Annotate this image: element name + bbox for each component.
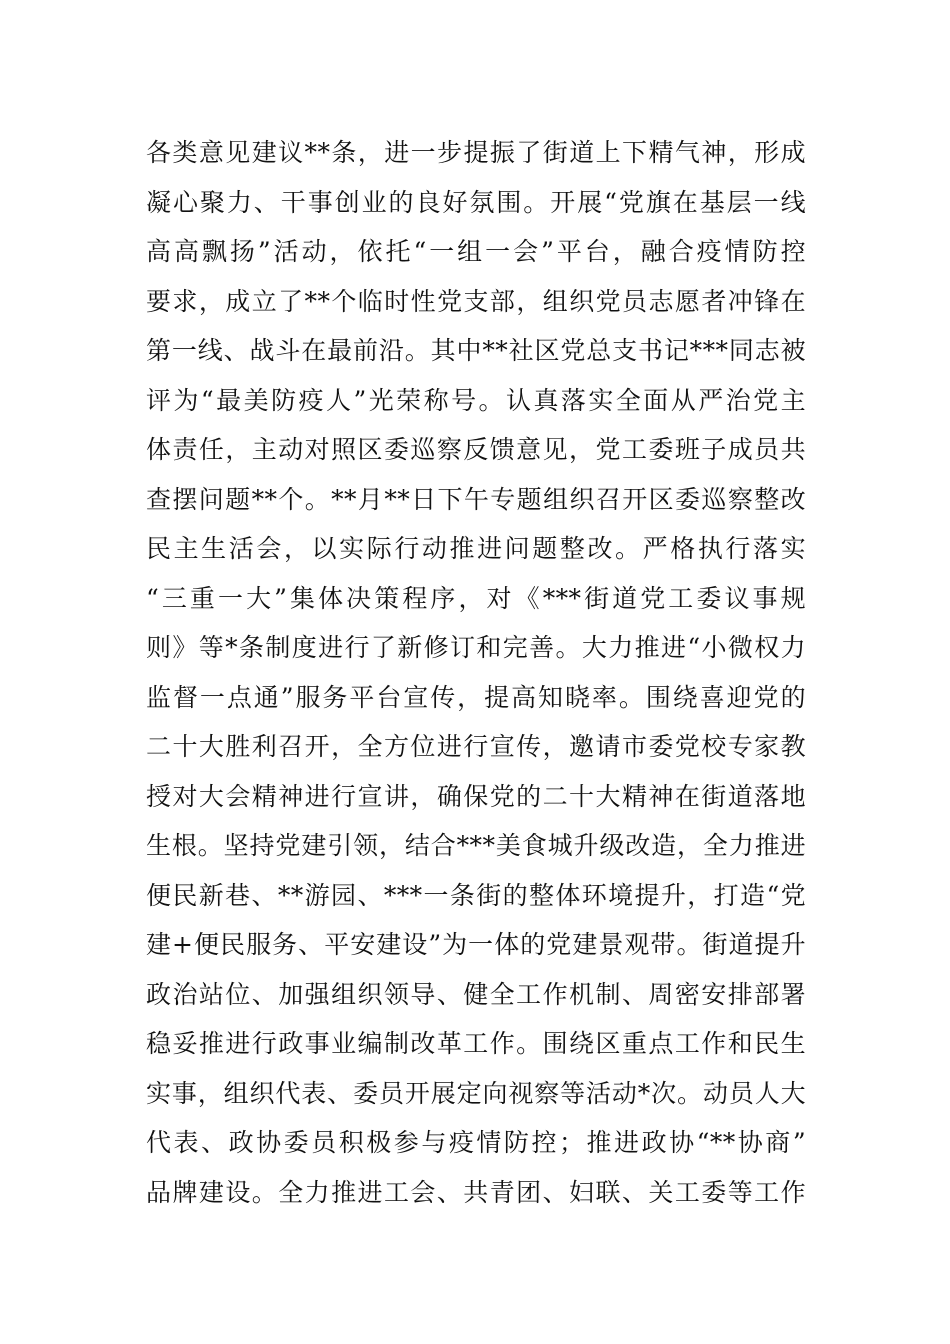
text-line-2: 凝心聚力、干事创业的良好氛围。开展“党旗在基层一线 xyxy=(146,187,806,217)
text-line-21: 代表、政协委员积极参与疫情防控；推进政协“**协商” xyxy=(146,1128,806,1157)
text-line-12: 监督一点通”服务平台宣传，提高知晓率。围绕喜迎党的 xyxy=(146,682,806,712)
text-line-13: 二十大胜利召开，全方位进行宣传，邀请市委党校专家教 xyxy=(146,732,806,761)
text-line-7: 体责任，主动对照区委巡察反馈意见，党工委班子成员共 xyxy=(146,435,806,464)
text-line-4: 要求，成立了**个临时性党支部，组织党员志愿者冲锋在 xyxy=(146,286,806,316)
text-line-11: 则》等*条制度进行了新修订和完善。大力推进“小微权力 xyxy=(146,633,806,662)
text-line-8: 查摆问题**个。**月**日下午专题组织召开区委巡察整改 xyxy=(146,484,806,514)
text-line-19: 稳妥推进行政事业编制改革工作。围绕区重点工作和民生 xyxy=(146,1029,806,1058)
text-line-9: 民主生活会，以实际行动推进问题整改。严格执行落实 xyxy=(146,534,806,563)
text-line-6: 评为“最美防疫人”光荣称号。认真落实全面从严治党主 xyxy=(146,385,806,415)
text-line-15: 生根。坚持党建引领，结合***美食城升级改造，全力推进 xyxy=(146,831,806,860)
text-line-20: 实事，组织代表、委员开展定向视察等活动*次。动员人大 xyxy=(146,1078,806,1108)
body-paragraph xyxy=(146,128,806,1217)
text-line-22: 品牌建设。全力推进工会、共青团、妇联、关工委等工作 xyxy=(146,1177,806,1207)
text-line-3: 高高飘扬”活动，依托“一组一会”平台，融合疫情防控 xyxy=(146,237,806,266)
text-line-18: 政治站位、加强组织领导、健全工作机制、周密安排部署 xyxy=(146,979,806,1009)
text-line-10: “三重一大”集体决策程序，对《***街道党工委议事规 xyxy=(146,583,806,613)
text-line-14: 授对大会精神进行宣讲，确保党的二十大精神在街道落地 xyxy=(146,781,806,811)
text-line-16: 便民新巷、**游园、***一条街的整体环境提升，打造“党 xyxy=(146,880,806,910)
text-line-1: 各类意见建议**条，进一步提振了街道上下精气神，形成 xyxy=(146,138,806,167)
text-line-5: 第一线、战斗在最前沿。其中**社区党总支书记***同志被 xyxy=(146,336,806,365)
text-line-17: 建+便民服务、平安建设”为一体的党建景观带。街道提升 xyxy=(146,930,806,959)
